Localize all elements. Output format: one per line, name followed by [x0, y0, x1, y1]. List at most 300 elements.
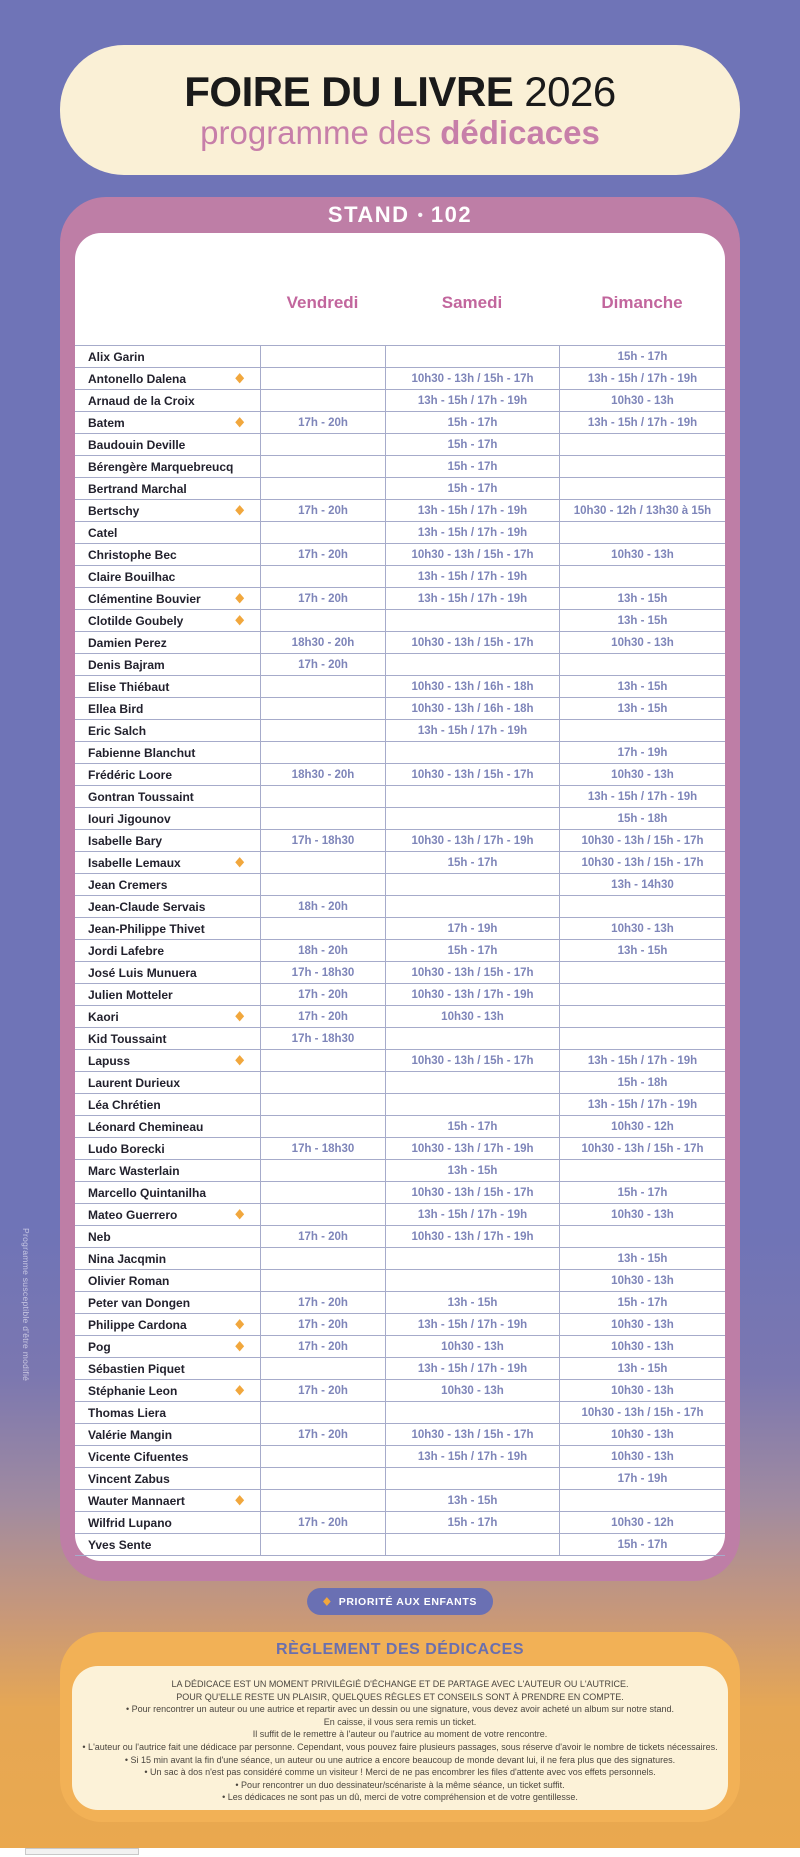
table-row — [75, 1401, 725, 1423]
time-slot — [385, 610, 559, 631]
time-slot — [559, 984, 725, 1005]
time-slot: 13h - 15h — [559, 588, 725, 609]
time-slot — [559, 654, 725, 675]
author-name-cell — [75, 786, 260, 807]
time-slot: 10h30 - 13h — [559, 1424, 725, 1445]
time-slot — [559, 522, 725, 543]
author-name-cell — [75, 1336, 260, 1357]
table-row — [75, 1445, 725, 1467]
time-slot — [385, 786, 559, 807]
priority-children-label: PRIORITÉ AUX ENFANTS — [338, 1595, 477, 1608]
time-slot: 17h - 20h — [260, 1292, 385, 1313]
table-row — [75, 807, 725, 829]
time-slot — [385, 1028, 559, 1049]
table-row — [75, 895, 725, 917]
time-slot — [260, 1534, 385, 1555]
table-row — [75, 389, 725, 411]
author-name: Ludo Borecki — [88, 1141, 165, 1156]
table-row — [75, 1115, 725, 1137]
time-slot — [385, 1094, 559, 1115]
time-slot — [260, 808, 385, 829]
author-name: Marc Wasterlain — [88, 1163, 180, 1178]
author-name-cell — [75, 698, 260, 719]
table-row — [75, 433, 725, 455]
table-row — [75, 1467, 725, 1489]
author-name: Fabienne Blanchut — [88, 745, 196, 760]
author-name-cell — [75, 918, 260, 939]
author-name-cell — [75, 456, 260, 477]
time-slot — [260, 456, 385, 477]
time-slot — [260, 874, 385, 895]
author-name: Philippe Cardona — [88, 1317, 187, 1332]
time-slot: 17h - 19h — [385, 918, 559, 939]
time-slot — [260, 1072, 385, 1093]
stand-number: 102 — [430, 202, 473, 227]
table-row — [75, 741, 725, 763]
author-name-cell — [75, 1204, 260, 1225]
author-name-cell — [75, 852, 260, 873]
rules-card — [60, 1632, 740, 1822]
priority-children-icon: ◆ — [235, 613, 244, 627]
time-slot: 17h - 20h — [260, 412, 385, 433]
print-mark — [25, 1848, 139, 1855]
author-name: Thomas Liera — [88, 1405, 167, 1420]
priority-children-icon: ◆ — [235, 1207, 244, 1221]
table-row — [75, 763, 725, 785]
author-name-cell — [75, 1182, 260, 1203]
priority-children-icon: ◆ — [235, 371, 244, 385]
author-name-cell — [75, 610, 260, 631]
time-slot: 15h - 17h — [559, 1292, 725, 1313]
time-slot: 13h - 15h / 17h - 19h — [559, 368, 725, 389]
table-row — [75, 367, 725, 389]
table-row — [75, 983, 725, 1005]
time-slot: 17h - 20h — [260, 1512, 385, 1533]
time-slot — [559, 720, 725, 741]
priority-children-icon: ◆ — [235, 1383, 244, 1397]
time-slot — [260, 720, 385, 741]
author-name-cell — [75, 830, 260, 851]
time-slot: 10h30 - 13h / 16h - 18h — [385, 676, 559, 697]
schedule-table — [75, 345, 725, 1556]
time-slot: 13h - 15h — [559, 1358, 725, 1379]
header-card — [60, 45, 740, 175]
priority-children-icon: ◆ — [235, 855, 244, 869]
time-slot: 13h - 15h — [385, 1292, 559, 1313]
author-name: Sébastien Piquet — [88, 1361, 185, 1376]
table-row — [75, 1357, 725, 1379]
table-row — [75, 1511, 725, 1533]
author-name: Alix Garin — [88, 349, 145, 364]
time-slot: 10h30 - 13h / 15h - 17h — [385, 1050, 559, 1071]
time-slot: 13h - 15h / 17h - 19h — [385, 1358, 559, 1379]
time-slot: 10h30 - 13h — [559, 764, 725, 785]
time-slot: 15h - 17h — [385, 1512, 559, 1533]
author-name-cell — [75, 1534, 260, 1555]
rule-line: • Si 15 min avant la fin d'une séance, un auteur ou une autrice a encore beaucoup de monde devant lui, il ne fera plus que des signatures. — [124, 1754, 676, 1765]
time-slot: 10h30 - 13h / 17h - 19h — [385, 830, 559, 851]
page-subtitle-bold: dédicaces — [440, 114, 600, 151]
time-slot — [260, 1358, 385, 1379]
print-strip — [0, 1848, 800, 1857]
table-row — [75, 1027, 725, 1049]
time-slot: 10h30 - 13h / 15h - 17h — [385, 1182, 559, 1203]
time-slot: 18h - 20h — [260, 940, 385, 961]
author-name: Léa Chrétien — [88, 1097, 161, 1112]
time-slot: 17h - 20h — [260, 1006, 385, 1027]
time-slot: 13h - 15h / 17h - 19h — [385, 390, 559, 411]
time-slot: 10h30 - 12h — [559, 1512, 725, 1533]
author-name: Frédéric Loore — [88, 767, 173, 782]
author-name-cell — [75, 962, 260, 983]
time-slot: 13h - 15h / 17h - 19h — [559, 412, 725, 433]
time-slot: 10h30 - 13h / 17h - 19h — [385, 984, 559, 1005]
time-slot — [260, 1248, 385, 1269]
author-name-cell — [75, 368, 260, 389]
col-header-saturday: Samedi — [441, 293, 503, 312]
page-title — [184, 68, 616, 115]
table-row — [75, 1423, 725, 1445]
author-name: Batem — [88, 415, 125, 430]
time-slot: 10h30 - 13h / 15h - 17h — [559, 1402, 725, 1423]
table-row — [75, 1313, 725, 1335]
author-name: Léonard Chemineau — [88, 1119, 204, 1134]
author-name-cell — [75, 896, 260, 917]
time-slot: 10h30 - 13h — [385, 1380, 559, 1401]
rule-line: • Pour rencontrer un auteur ou une autrice et repartir avec un dessin ou une signature, vous devez avoir acheté un album sur notre stand. — [126, 1704, 674, 1715]
time-slot — [260, 1116, 385, 1137]
time-slot: 10h30 - 13h / 15h - 17h — [385, 764, 559, 785]
time-slot: 18h - 20h — [260, 896, 385, 917]
time-slot: 13h - 15h — [559, 676, 725, 697]
time-slot — [260, 1270, 385, 1291]
page-title-main: FOIRE DU LIVRE — [184, 68, 514, 115]
time-slot: 10h30 - 13h — [559, 1314, 725, 1335]
time-slot: 10h30 - 13h / 15h - 17h — [559, 1138, 725, 1159]
time-slot — [559, 1226, 725, 1247]
time-slot: 10h30 - 13h / 15h - 17h — [559, 830, 725, 851]
time-slot — [559, 478, 725, 499]
author-name-cell — [75, 346, 260, 367]
table-row — [75, 1225, 725, 1247]
table-row — [75, 675, 725, 697]
table-row — [75, 719, 725, 741]
author-name: Olivier Roman — [88, 1273, 170, 1288]
priority-children-icon: ◆ — [235, 1339, 244, 1353]
time-slot — [385, 742, 559, 763]
time-slot: 13h - 15h / 17h - 19h — [559, 1050, 725, 1071]
column-headers — [75, 293, 725, 313]
author-name: Jean-Claude Servais — [88, 899, 206, 914]
author-name: Denis Bajram — [88, 657, 165, 672]
time-slot — [260, 676, 385, 697]
time-slot: 18h30 - 20h — [260, 632, 385, 653]
author-name: Ellea Bird — [88, 701, 144, 716]
author-name: Bertschy — [88, 503, 140, 518]
author-name: Clémentine Bouvier — [88, 591, 201, 606]
table-row — [75, 653, 725, 675]
author-name: José Luis Munuera — [88, 965, 197, 980]
time-slot: 17h - 20h — [260, 1380, 385, 1401]
table-row — [75, 939, 725, 961]
priority-children-icon: ◆ — [323, 1594, 331, 1608]
author-name: Elise Thiébaut — [88, 679, 170, 694]
author-name: Clotilde Goubely — [88, 613, 184, 628]
time-slot: 10h30 - 13h — [559, 1446, 725, 1467]
table-row — [75, 345, 725, 367]
author-name-cell — [75, 1138, 260, 1159]
time-slot: 17h - 20h — [260, 588, 385, 609]
priority-children-icon: ◆ — [235, 1493, 244, 1507]
time-slot: 10h30 - 13h — [385, 1006, 559, 1027]
time-slot: 17h - 20h — [260, 1226, 385, 1247]
time-slot — [260, 368, 385, 389]
time-slot: 13h - 15h — [385, 1490, 559, 1511]
table-row — [75, 477, 725, 499]
author-name-cell — [75, 522, 260, 543]
time-slot: 15h - 17h — [559, 346, 725, 367]
time-slot — [260, 1204, 385, 1225]
author-name-cell — [75, 1248, 260, 1269]
table-row — [75, 1533, 725, 1555]
author-name: Bérengère Marquebreucq — [88, 459, 234, 474]
time-slot: 10h30 - 13h / 15h - 17h — [385, 632, 559, 653]
table-row — [75, 697, 725, 719]
time-slot — [260, 786, 385, 807]
author-name: Wauter Mannaert — [88, 1493, 185, 1508]
table-row — [75, 1093, 725, 1115]
priority-children-icon: ◆ — [235, 591, 244, 605]
time-slot — [385, 896, 559, 917]
time-slot: 10h30 - 13h — [559, 1270, 725, 1291]
stand-title — [60, 197, 740, 233]
time-slot: 10h30 - 13h — [559, 544, 725, 565]
table-row — [75, 1269, 725, 1291]
author-name: Jean Cremers — [88, 877, 168, 892]
time-slot: 15h - 17h — [385, 478, 559, 499]
author-name-cell — [75, 1512, 260, 1533]
page-subtitle — [200, 116, 600, 149]
author-name: Claire Bouilhac — [88, 569, 176, 584]
time-slot: 10h30 - 12h / 13h30 à 15h — [559, 500, 725, 521]
time-slot — [260, 742, 385, 763]
author-name-cell — [75, 632, 260, 653]
table-row — [75, 1203, 725, 1225]
author-name: Laurent Durieux — [88, 1075, 181, 1090]
rule-line: POUR QU'ELLE RESTE UN PLAISIR, QUELQUES RÈGLES ET CONSEILS SONT À PRENDRE EN COMPTE. — [176, 1691, 624, 1702]
author-name: Vincent Zabus — [88, 1471, 170, 1486]
time-slot — [260, 434, 385, 455]
table-row — [75, 829, 725, 851]
time-slot: 10h30 - 13h / 15h - 17h — [385, 544, 559, 565]
time-slot: 15h - 18h — [559, 808, 725, 829]
author-name: Jordi Lafebre — [88, 943, 165, 958]
time-slot — [559, 896, 725, 917]
author-name: Iouri Jigounov — [88, 811, 171, 826]
time-slot: 10h30 - 13h / 16h - 18h — [385, 698, 559, 719]
author-name: Kid Toussaint — [88, 1031, 167, 1046]
table-row — [75, 851, 725, 873]
table-row — [75, 1181, 725, 1203]
author-name: Stéphanie Leon — [88, 1383, 178, 1398]
time-slot — [260, 1160, 385, 1181]
table-row — [75, 455, 725, 477]
time-slot: 15h - 18h — [559, 1072, 725, 1093]
table-row — [75, 873, 725, 895]
time-slot — [260, 852, 385, 873]
time-slot: 13h - 15h / 17h - 19h — [385, 522, 559, 543]
author-name-cell — [75, 1490, 260, 1511]
table-row — [75, 1159, 725, 1181]
time-slot: 17h - 18h30 — [260, 1028, 385, 1049]
time-slot: 13h - 15h / 17h - 19h — [559, 1094, 725, 1115]
table-row — [75, 1137, 725, 1159]
table-row — [75, 587, 725, 609]
author-name: Jean-Philippe Thivet — [88, 921, 205, 936]
author-name-cell — [75, 1292, 260, 1313]
time-slot — [260, 1402, 385, 1423]
author-name-cell — [75, 544, 260, 565]
time-slot: 17h - 18h30 — [260, 962, 385, 983]
table-row — [75, 609, 725, 631]
author-name: Neb — [88, 1229, 111, 1244]
time-slot: 17h - 20h — [260, 654, 385, 675]
author-name-cell — [75, 588, 260, 609]
time-slot — [559, 1490, 725, 1511]
col-header-sunday: Dimanche — [601, 293, 683, 312]
priority-children-icon: ◆ — [235, 1317, 244, 1331]
author-name: Yves Sente — [88, 1537, 152, 1552]
time-slot: 10h30 - 13h / 15h - 17h — [385, 962, 559, 983]
time-slot: 10h30 - 13h / 17h - 19h — [385, 1226, 559, 1247]
time-slot: 17h - 18h30 — [260, 1138, 385, 1159]
author-name-cell — [75, 1226, 260, 1247]
time-slot — [385, 1248, 559, 1269]
time-slot — [260, 610, 385, 631]
author-name: Catel — [88, 525, 118, 540]
rule-line: En caisse, il vous sera remis un ticket. — [323, 1716, 477, 1727]
time-slot — [260, 918, 385, 939]
author-name-cell — [75, 1072, 260, 1093]
author-name-cell — [75, 566, 260, 587]
time-slot — [385, 1270, 559, 1291]
author-name: Eric Salch — [88, 723, 147, 738]
time-slot: 15h - 17h — [559, 1182, 725, 1203]
author-name: Bertrand Marchal — [88, 481, 187, 496]
page-subtitle-regular: programme des — [200, 114, 432, 151]
time-slot: 10h30 - 13h — [559, 1336, 725, 1357]
time-slot — [559, 434, 725, 455]
time-slot: 18h30 - 20h — [260, 764, 385, 785]
page-title-year: 2026 — [524, 68, 616, 115]
time-slot: 15h - 17h — [385, 1116, 559, 1137]
author-name-cell — [75, 478, 260, 499]
time-slot: 13h - 15h / 17h - 19h — [385, 1204, 559, 1225]
time-slot: 17h - 18h30 — [260, 830, 385, 851]
table-row — [75, 1247, 725, 1269]
time-slot: 15h - 17h — [385, 412, 559, 433]
table-row — [75, 411, 725, 433]
table-row — [75, 961, 725, 983]
time-slot: 17h - 19h — [559, 1468, 725, 1489]
time-slot — [559, 1028, 725, 1049]
author-name: Vicente Cifuentes — [88, 1449, 189, 1464]
time-slot: 10h30 - 13h — [559, 1204, 725, 1225]
time-slot: 13h - 15h — [559, 1248, 725, 1269]
author-name-cell — [75, 1270, 260, 1291]
priority-children-icon: ◆ — [235, 503, 244, 517]
author-name-cell — [75, 1380, 260, 1401]
table-row — [75, 631, 725, 653]
time-slot — [559, 962, 725, 983]
stand-card — [60, 197, 740, 1581]
time-slot: 17h - 20h — [260, 984, 385, 1005]
time-slot: 17h - 20h — [260, 1314, 385, 1335]
time-slot: 13h - 15h — [559, 940, 725, 961]
rule-line: LA DÉDICACE EST UN MOMENT PRIVILÉGIÉ D'ÉCHANGE ET DE PARTAGE AVEC L'AUTEUR OU L'AUTRICE. — [171, 1679, 629, 1689]
author-name-cell — [75, 940, 260, 961]
author-name: Gontran Toussaint — [88, 789, 194, 804]
time-slot: 13h - 15h / 17h - 19h — [385, 720, 559, 741]
author-name-cell — [75, 764, 260, 785]
table-row — [75, 1005, 725, 1027]
time-slot: 10h30 - 13h / 15h - 17h — [385, 368, 559, 389]
time-slot: 10h30 - 13h — [385, 1336, 559, 1357]
time-slot — [260, 1490, 385, 1511]
rule-line: • Pour rencontrer un duo dessinateur/scénariste à la même séance, un ticket suffit. — [235, 1779, 565, 1790]
author-name-cell — [75, 1402, 260, 1423]
rules-box — [72, 1666, 728, 1810]
time-slot: 15h - 17h — [385, 456, 559, 477]
author-name-cell — [75, 1160, 260, 1181]
time-slot: 17h - 20h — [260, 544, 385, 565]
author-name: Christophe Bec — [88, 547, 177, 562]
author-name: Arnaud de la Croix — [88, 393, 195, 408]
time-slot: 15h - 17h — [385, 434, 559, 455]
author-name: Lapuss — [88, 1053, 131, 1068]
time-slot: 13h - 15h / 17h - 19h — [385, 566, 559, 587]
time-slot — [385, 808, 559, 829]
author-name-cell — [75, 1358, 260, 1379]
table-row — [75, 543, 725, 565]
col-header-spacer — [75, 293, 260, 313]
time-slot: 10h30 - 13h — [559, 632, 725, 653]
table-row — [75, 521, 725, 543]
time-slot — [260, 1050, 385, 1071]
time-slot: 13h - 15h / 17h - 19h — [385, 500, 559, 521]
author-name-cell — [75, 1314, 260, 1335]
author-name-cell — [75, 676, 260, 697]
rule-line: Il suffit de le remettre à l'auteur ou l'autrice au moment de votre rencontre. — [252, 1729, 548, 1740]
table-row — [75, 565, 725, 587]
time-slot: 10h30 - 12h — [559, 1116, 725, 1137]
time-slot: 10h30 - 13h — [559, 1380, 725, 1401]
author-name-cell — [75, 500, 260, 521]
author-name: Nina Jacqmin — [88, 1251, 167, 1266]
author-name: Antonello Dalena — [88, 371, 187, 386]
time-slot — [559, 566, 725, 587]
time-slot: 10h30 - 13h / 17h - 19h — [385, 1138, 559, 1159]
author-name: Kaori — [88, 1009, 119, 1024]
table-row — [75, 1335, 725, 1357]
author-name-cell — [75, 1050, 260, 1071]
time-slot: 17h - 19h — [559, 742, 725, 763]
author-name: Mateo Guerrero — [88, 1207, 178, 1222]
author-name-cell — [75, 1468, 260, 1489]
side-note: Programme susceptible d'être modifié — [21, 1228, 31, 1382]
author-name-cell — [75, 874, 260, 895]
priority-children-icon: ◆ — [235, 415, 244, 429]
